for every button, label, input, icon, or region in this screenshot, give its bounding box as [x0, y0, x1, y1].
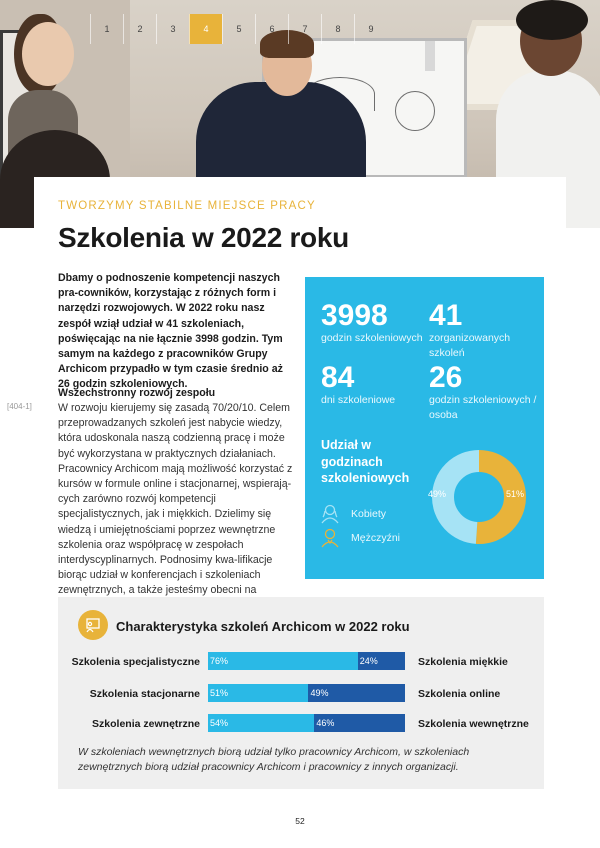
bar-segment-left: 54% — [208, 714, 314, 732]
bar-right-label: Szkolenia wewnętrzne — [418, 718, 529, 730]
donut-title: Udział w godzinach szkoleniowych — [321, 438, 410, 485]
stacked-bar — [208, 652, 405, 670]
bar-segment-left: 51% — [208, 684, 308, 702]
bar-segment-right: 49% — [308, 684, 405, 702]
characteristics-title: Charakterystyka szkoleń Archicom w 2022 roku — [116, 619, 410, 634]
stat-label: dni szkoleniowe — [321, 394, 396, 406]
chapter-tab[interactable]: 5 — [222, 14, 255, 44]
stat-value: 41 — [429, 299, 463, 332]
intro-paragraph: Dbamy o podnoszenie kompetencji naszych pra-cowników, korzystając z różnych form i narzędzi rozwojowych. W 2022 roku nasz zespół wziął udział w 41 szkoleniach, poświęcając na nie łącznie 3998 godzin. Tym samym na każdego z pracowników Grupy Archicom przypadło w tym czasie średnio aż 26 godzin szkoleniowych. — [58, 272, 283, 391]
gri-reference: [404-1] — [7, 402, 32, 411]
legend-item-kobiety — [319, 504, 386, 524]
bar-segment-right: 46% — [314, 714, 405, 732]
section-eyebrow: TWORZYMY STABILNE MIEJSCE PRACY — [58, 200, 316, 212]
page-number: 52 — [295, 816, 305, 826]
stat-label: godzin szkoleniowych — [321, 332, 423, 344]
stacked-bar — [208, 714, 405, 732]
bar-right-label: Szkolenia miękkie — [418, 656, 508, 668]
bar-right-label: Szkolenia online — [418, 688, 501, 700]
page-title: Szkolenia w 2022 roku — [58, 222, 349, 253]
presentation-icon — [78, 610, 108, 640]
chapter-tab[interactable]: 9 — [354, 14, 387, 44]
body-paragraph: W rozwoju kierujemy się zasadą 70/20/10. Celem przeprowadzanych szkoleń jest nabycie wiedzy, która udoskonala naszą codzienną pracę i może być wykorzystana w praktycznych działaniach. Pracownicy Archicom mają możliwość korzystać z kursów w formule online i stacjonarnej, wspierają-cych zarówno rozwój kompetencji specjalistycznych, jak i miękkich. Dzielimy się wiedzą i umiejętnościami poprzez wewnętrzne szkolenia oraz współpracę w zespołach interdyscyplinarnych. Podnosimy kwa-lifikacje biorąc udział w konferencjach i szkoleniach zewnętrznych, a także jesteśmy obecni na — [58, 402, 293, 597]
legend-label: Kobiety — [351, 508, 387, 520]
stacked-bar — [208, 684, 405, 702]
chapter-tab-active[interactable]: 4 — [189, 14, 222, 44]
legend-label: Mężczyźni — [351, 532, 401, 544]
bar-segment-right: 24% — [358, 652, 405, 670]
section-subheading: Wszechstronny rozwój zespołu — [58, 387, 216, 399]
stat-value: 26 — [429, 361, 463, 394]
chapter-tab[interactable]: 6 — [255, 14, 288, 44]
chapter-tab[interactable]: 1 — [90, 14, 123, 44]
title-card — [34, 177, 566, 253]
stats-panel — [305, 277, 544, 579]
chapter-tab[interactable]: 2 — [123, 14, 156, 44]
bar-left-label: Szkolenia zewnętrzne — [92, 718, 200, 730]
donut-label-mezczyzni: 51% — [506, 489, 525, 499]
stat-label: zorganizowanych szkoleń — [429, 332, 511, 359]
bar-segment-left: 76% — [208, 652, 358, 670]
chapter-tab[interactable]: 8 — [321, 14, 354, 44]
chapter-tab[interactable]: 3 — [156, 14, 189, 44]
footnote: W szkoleniach wewnętrznych biorą udział tylko pracownicy Archicom, w szkoleniach zewnętrznych biorą udział pracownicy Archicom i pracownicy z innych organizacji. — [78, 746, 470, 773]
stat-value: 84 — [321, 361, 355, 394]
donut-label-kobiety: 49% — [428, 489, 447, 499]
stat-value: 3998 — [321, 299, 388, 332]
bar-left-label: Szkolenia stacjonarne — [89, 688, 200, 700]
bar-left-label: Szkolenia specjalistyczne — [71, 656, 200, 668]
chapter-tabs — [90, 14, 387, 44]
characteristics-box — [58, 597, 544, 789]
legend-item-mezczyzni — [319, 528, 400, 548]
stat-label: godzin szkoleniowych / osoba — [429, 394, 537, 421]
man-icon — [319, 528, 341, 548]
chapter-tab[interactable]: 7 — [288, 14, 321, 44]
woman-icon — [319, 504, 341, 524]
